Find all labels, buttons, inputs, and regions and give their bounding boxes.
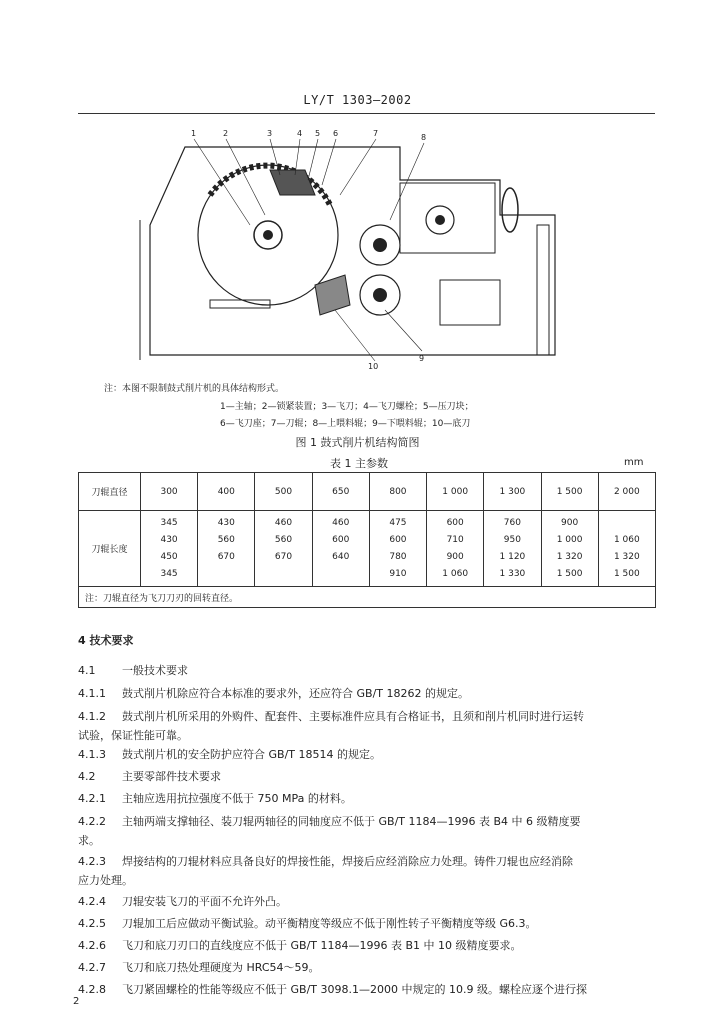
clause-line: 4.1.2 鼓式削片机所采用的外购件、配套件、主要标准件应具有合格证书，且须和削片机同时进行运转	[78, 710, 584, 723]
fig-label-8: 8	[421, 133, 427, 142]
fig-label-1: 1	[191, 129, 197, 138]
clause-line: 应力处理。	[78, 874, 133, 887]
clause-line: 试验，保证性能可靠。	[78, 729, 188, 742]
table-cell: 300	[140, 473, 197, 511]
fig-label-10: 10	[368, 362, 379, 371]
table-note: 注：刀辊直径为飞刀刀刃的回转直径。	[79, 587, 656, 608]
table-cell: 345 430 450 345	[140, 511, 197, 587]
clause-line: 4.2.4 刀辊安装飞刀的平面不允许外凸。	[78, 895, 287, 908]
table-title: 表 1 主参数	[330, 457, 388, 470]
drum-chipper-diagram	[100, 125, 570, 375]
page-number: 2	[73, 996, 80, 1007]
clause-line: 4.2.3 焊接结构的刀辊材料应具备良好的焊接性能，焊接后应经消除应力处理。铸件刀辊也应经消除	[78, 855, 573, 868]
fig-label-2: 2	[223, 129, 229, 138]
table-cell: 800	[369, 473, 426, 511]
clause-line: 4.2.5 刀辊加工后应做动平衡试验。动平衡精度等级应不低于刚性转子平衡精度等级 G6.3。	[78, 917, 537, 930]
clause-line: 4.2 主要零部件技术要求	[78, 770, 221, 783]
fig-label-7: 7	[373, 129, 379, 138]
table-cell: 2 000	[598, 473, 655, 511]
fig-label-4: 4	[297, 129, 303, 138]
table-cell: 1 300	[484, 473, 541, 511]
section-heading: 4 技术要求	[78, 634, 134, 647]
table-cell: 1 060 1 320 1 500	[598, 511, 655, 587]
fig-label-5: 5	[315, 129, 321, 138]
clause-line: 4.1.3 鼓式削片机的安全防护应符合 GB/T 18514 的规定。	[78, 748, 381, 761]
table-cell: 460 560 670	[255, 511, 312, 587]
table-row-note	[79, 587, 656, 608]
clause-line: 4.2.6 飞刀和底刀刃口的直线度应不低于 GB/T 1184—1996 表 B1 中 10 级精度要求。	[78, 939, 522, 952]
standard-code-header: LY/T 1303—2002	[303, 93, 412, 107]
header-rule	[78, 113, 655, 114]
clause-line: 4.2.8 飞刀紧固螺栓的性能等级应不低于 GB/T 3098.1—2000 中规定的 10.9 级。螺栓应逐个进行探	[78, 983, 587, 996]
clause-line: 4.1.1 鼓式削片机除应符合本标准的要求外，还应符合 GB/T 18262 的规定。	[78, 687, 469, 700]
table-cell: 500	[255, 473, 312, 511]
clause-line: 4.2.1 主轴应选用抗拉强度不低于 750 MPa 的材料。	[78, 792, 352, 805]
fig-label-3: 3	[267, 129, 273, 138]
fig-label-9: 9	[419, 354, 425, 363]
table-cell: 900 1 000 1 320 1 500	[541, 511, 598, 587]
table-cell: 1 000	[427, 473, 484, 511]
figure-title: 图 1 鼓式削片机结构简图	[295, 436, 420, 449]
table-row-diameter	[79, 473, 656, 511]
table-row-length	[79, 511, 656, 587]
clause-line: 4.2.2 主轴两端支撑轴径、装刀辊两轴径的同轴度应不低于 GB/T 1184—1996 表 B4 中 6 级精度要	[78, 815, 581, 828]
figure-note: 注：本图不限制鼓式削片机的具体结构形式。	[104, 384, 285, 394]
table-cell: 430 560 670	[198, 511, 255, 587]
table-cell: 600 710 900 1 060	[427, 511, 484, 587]
table-cell: 400	[198, 473, 255, 511]
table-cell: 460 600 640	[312, 511, 369, 587]
figure-legend-line1: 1—主轴；2—锁紧装置；3—飞刀；4—飞刀螺栓；5—压刀块；	[220, 402, 474, 412]
table-cell: 1 500	[541, 473, 598, 511]
table-cell: 760 950 1 120 1 330	[484, 511, 541, 587]
row-label-diameter: 刀辊直径	[79, 473, 141, 511]
main-parameters-table	[78, 472, 656, 608]
table-cell: 475 600 780 910	[369, 511, 426, 587]
table-cell: 650	[312, 473, 369, 511]
clause-line: 求。	[78, 834, 100, 847]
clause-line: 4.2.7 飞刀和底刀热处理硬度为 HRC54～59。	[78, 961, 320, 974]
table-unit: mm	[624, 457, 644, 468]
figure-legend-line2: 6—飞刀座；7—刀辊；8—上喂料辊；9—下喂料辊；10—底刀	[220, 419, 471, 429]
clause-line: 4.1 一般技术要求	[78, 664, 188, 677]
fig-label-6: 6	[333, 129, 339, 138]
row-label-length: 刀辊长度	[79, 511, 141, 587]
